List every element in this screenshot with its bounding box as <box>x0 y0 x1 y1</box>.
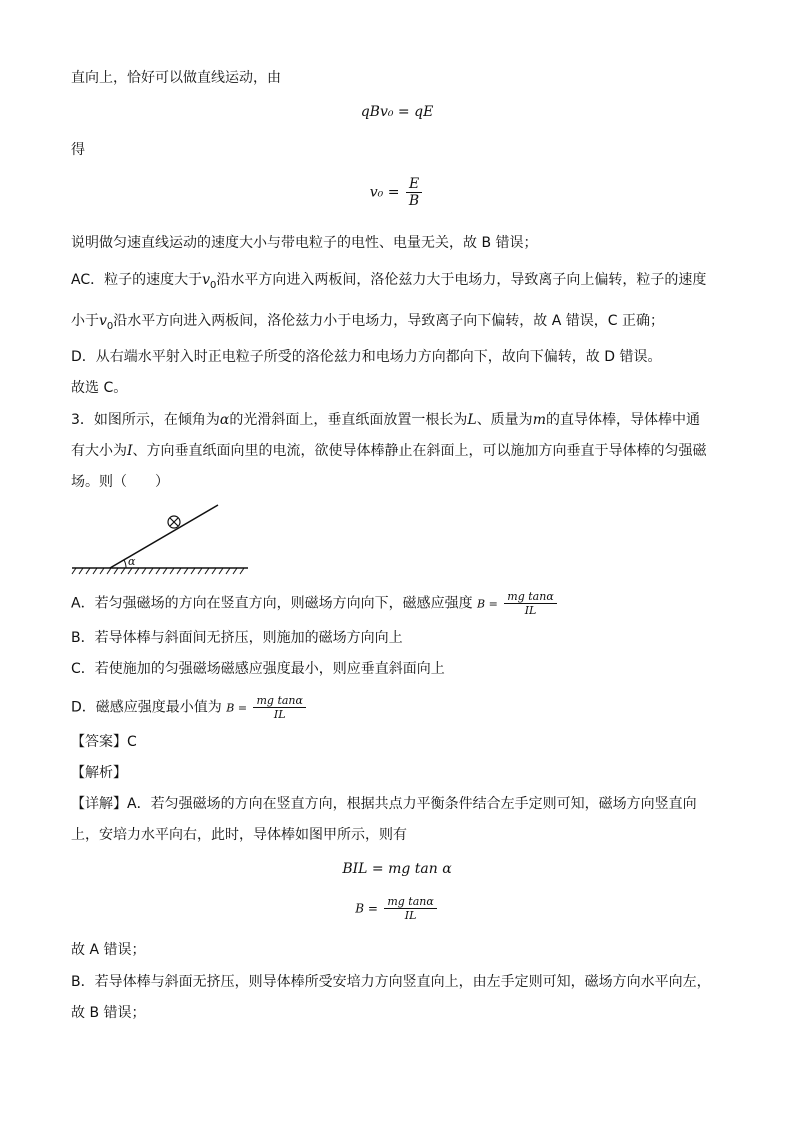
option-d: D．磁感应强度最小值为 B = $\frac{\text{mg tanα}}{IL}$ <box>71 694 308 721</box>
incline-diagram <box>70 500 255 580</box>
current-into-page-icon <box>168 516 180 528</box>
text-line: 小于$v_0$沿水平方向进入两板间，洛伦兹力小于电场力，导致离子向下偏转，故 A 错误，C 正确； <box>71 313 664 332</box>
detail-line-4: B．若导体棒与斜面无挤压，则导体棒所受安培力方向竖直向上，由左手定则可知，磁场方向水平向左， <box>71 974 711 990</box>
option-a: A．若匀强磁场的方向在竖直方向，则磁场方向向下，磁感应强度 B = $\frac{\text{mg tanα}}{IL}$ <box>71 590 559 617</box>
text-line: 直向上，恰好可以做直线运动，由 <box>71 70 281 86</box>
question-3-line-2: 有大小为I、方向垂直纸面向里的电流，欲使导体棒静止在斜面上，可以施加方向垂直于导体棒的匀强磁 <box>71 443 707 459</box>
analysis-heading: 【解析】 <box>71 765 127 781</box>
question-3-line-1: 3．如图所示，在倾角为α的光滑斜面上，垂直纸面放置一根长为L、质量为m的直导体棒，导体棒中通 <box>71 412 700 428</box>
answer-line: 【答案】C <box>71 734 137 750</box>
text-line: 得 <box>71 142 85 158</box>
option-c: C．若使施加的匀强磁场磁感应强度最小，则应垂直斜面向上 <box>71 661 445 677</box>
equation-b-fraction: B = $\frac{\text{mg tanα}}{IL}$ <box>0 895 794 922</box>
equation-bil: BIL = mg tan α <box>342 861 452 877</box>
text-line: D．从右端水平射入时正电粒子所受的洛伦兹力和电场力方向都向下，故向下偏转，故 D 错误。 <box>71 349 662 365</box>
detail-line-1: 【详解】A．若匀强磁场的方向在竖直方向，根据共点力平衡条件结合左手定则可知，磁场方向竖直向 <box>71 796 697 812</box>
equation-qbv0-qe: qBv₀ = qE <box>360 104 434 120</box>
detail-line-2: 上，安培力水平向右，此时，导体棒如图甲所示，则有 <box>71 827 407 843</box>
detail-line-3: 故 A 错误； <box>71 942 146 958</box>
detail-line-5: 故 B 错误； <box>71 1005 146 1021</box>
text-line: AC．粒子的速度大于$v_0$沿水平方向进入两板间，洛伦兹力大于电场力，导致离子向上偏转，粒子的速度 <box>71 272 707 291</box>
text-line: 故选 C。 <box>71 380 128 396</box>
text-line: 说明做匀速直线运动的速度大小与带电粒子的电性、电量无关，故 B 错误； <box>71 235 538 251</box>
option-b: B．若导体棒与斜面间无挤压，则施加的磁场方向向上 <box>71 630 403 646</box>
question-3-line-3: 场。则（ ） <box>71 474 169 490</box>
angle-alpha-label: α <box>128 555 136 568</box>
equation-v0-e-over-b: v₀ = $\frac{E}{B}$ <box>0 176 794 209</box>
